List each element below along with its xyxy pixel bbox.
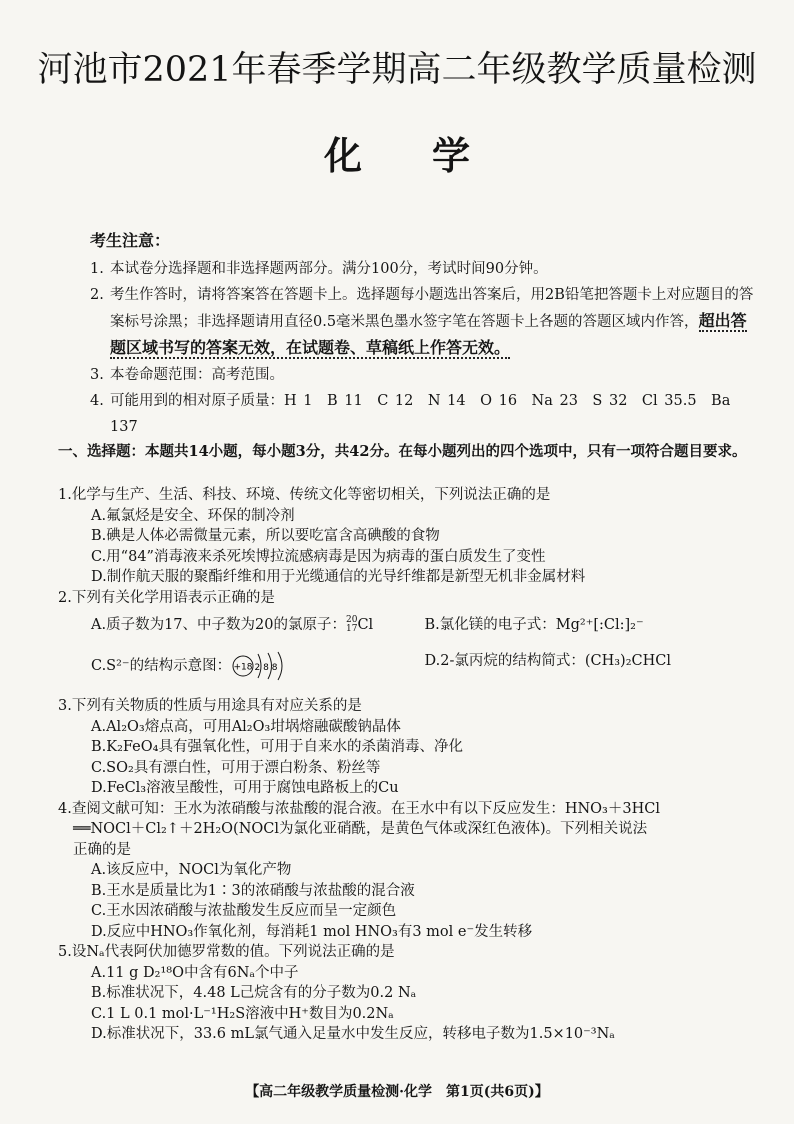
question-stem: 3.下列有关物质的性质与用途具有对应关系的是 xyxy=(58,698,362,714)
option-d: D.标准状况下，33.6 mL氯气通入足量水中发生反应，转移电子数为1.5×10⁻³Nₐ xyxy=(91,1026,615,1042)
option-b: B.碘是人体必需微量元素，所以要吃富含高碘酸的食物 xyxy=(91,528,440,544)
subject-title: 化学 xyxy=(323,133,540,178)
option-c: C.王水因浓硝酸与浓盐酸发生反应而呈一定颜色 xyxy=(91,903,397,919)
question-5 xyxy=(58,942,758,1045)
notice-item-number: 2. xyxy=(90,287,104,303)
notice-item-1 xyxy=(90,256,760,282)
option-d: D.2-氯丙烷的结构简式：(CH₃)₂CHCl xyxy=(424,653,671,669)
ion-structure-diagram-icon xyxy=(231,650,291,682)
mass-number: 20 xyxy=(345,615,358,625)
option-b: B.王水是质量比为1∶3的浓硝酸与浓盐酸的混合液 xyxy=(91,882,415,899)
option-a: A.氟氯烃是安全、环保的制冷剂 xyxy=(91,507,295,524)
notice-item-text: 本卷命题范围：高考范围。 xyxy=(110,367,284,383)
electron-shell-arc xyxy=(278,652,282,680)
option-row xyxy=(58,614,758,636)
question-4 xyxy=(58,799,758,943)
question-1 xyxy=(58,485,758,588)
option-b: B.氯化镁的电子式：Mg²⁺[:Cl:]₂⁻ xyxy=(424,617,644,633)
section-heading: 一、选择题：本题共14小题，每小题3分，共42分。在每小题列出的四个选项中，只有一项符合题目要求。 xyxy=(58,443,747,460)
page-footer: 【高二年级教学质量检测·化学 第1页(共6页)】 xyxy=(245,1084,549,1100)
notice-item-2 xyxy=(90,282,760,362)
option-c: C.SO₂具有漂白性，可用于漂白粉条、粉丝等 xyxy=(91,759,381,776)
notice-item-text: 可能用到的相对原子质量：H 1 B 11 C 12 N 14 O 16 Na 23 S 32 Cl 35.5 Ba 137 xyxy=(110,393,731,435)
question-stem: 2.下列有关化学用语表示正确的是 xyxy=(58,589,275,606)
questions-list xyxy=(58,485,758,1045)
atomic-number: 17 xyxy=(345,624,358,634)
option-a: A.该反应中，NOCl为氧化产物 xyxy=(91,862,292,878)
element-symbol: Cl xyxy=(357,617,374,633)
question-stem: 5.设Nₐ代表阿伏加德罗常数的值。下列说法正确的是 xyxy=(58,944,395,960)
question-stem-line: ══NOCl＋Cl₂↑＋2H₂O(NOCl为氯化亚硝酰，是黄色气体或深红色液体)。下列相关说法 xyxy=(73,821,648,837)
question-2 xyxy=(58,588,758,683)
option-d: D.反应中HNO₃作氧化剂，每消耗1 mol HNO₃有3 mol e⁻发生转移 xyxy=(91,923,533,940)
option-c xyxy=(91,650,425,682)
exam-title: 河池市2021年春季学期高二年级教学质量检测 xyxy=(37,50,757,90)
notice-heading: 考生注意： xyxy=(90,231,171,250)
nuclide-numbers xyxy=(346,616,357,634)
option-a-text: A.质子数为17、中子数为20的氯原子： xyxy=(91,617,346,633)
question-3 xyxy=(58,696,758,799)
option-a: A.11 g D₂¹⁸O中含有6Nₐ个中子 xyxy=(91,964,299,981)
option-d: D.FeCl₃溶液呈酸性，可用于腐蚀电路板上的Cu xyxy=(91,780,399,796)
option-d: D.制作航天服的聚酯纤维和用于光缆通信的光导纤维都是新型无机非金属材料 xyxy=(91,569,586,585)
notice-item-number: 1. xyxy=(90,261,104,277)
option-b: B.标准状况下，4.48 L己烷含有的分子数为0.2 Nₐ xyxy=(91,985,417,1001)
notice-item-3 xyxy=(90,362,760,388)
question-stem-line: 正确的是 xyxy=(73,841,131,858)
question-stem-line: 4.查阅文献可知：王水为浓硝酸与浓盐酸的混合液。在王水中有以下反应发生：HNO₃＋3HCl xyxy=(58,800,660,817)
notice-item-text: 考生作答时，请将答案答在答题卡上。选择题每小题选出答案后，用2B铅笔把答题卡上对应题目的答案标号涂黑；非选择题请用直径0.5毫米黑色墨水签字笔在答题卡上各题的答题区域内作答， xyxy=(110,287,754,330)
section-heading-block xyxy=(58,442,758,462)
notice-item-text: 本试卷分选择题和非选择题两部分。满分100分，考试时间90分钟。 xyxy=(110,261,548,277)
question-stem: 1.化学与生产、生活、科技、环境、传统文化等密切相关，下列说法正确的是 xyxy=(58,487,551,503)
option-c: C.用“84”消毒液来杀死埃博拉流感病毒是因为病毒的蛋白质发生了变性 xyxy=(91,548,546,565)
notice-item-number: 3. xyxy=(90,367,104,383)
shell-electron-counts: 2 8 8 xyxy=(254,663,278,673)
option-a: A.Al₂O₃熔点高，可用Al₂O₃坩埚熔融碳酸钠晶体 xyxy=(91,718,401,735)
option-c-text: C.S²⁻的结构示意图： xyxy=(91,658,232,674)
option-row xyxy=(58,650,758,682)
notice-item-4 xyxy=(90,388,760,440)
option-c: C.1 L 0.1 mol·L⁻¹H₂S溶液中H⁺数目为0.2Nₐ xyxy=(91,1005,394,1022)
option-a xyxy=(91,614,425,636)
option-b: B.K₂FeO₄具有强氧化性，可用于自来水的杀菌消毒、净化 xyxy=(91,739,463,755)
notice-emphasis-text: 超出答题区域书写的答案无效，在试题卷、草稿纸上作答无效。 xyxy=(110,311,747,357)
notice-item-number: 4. xyxy=(90,393,104,409)
notice-block xyxy=(90,228,760,440)
nucleus-charge: +18 xyxy=(233,662,253,673)
